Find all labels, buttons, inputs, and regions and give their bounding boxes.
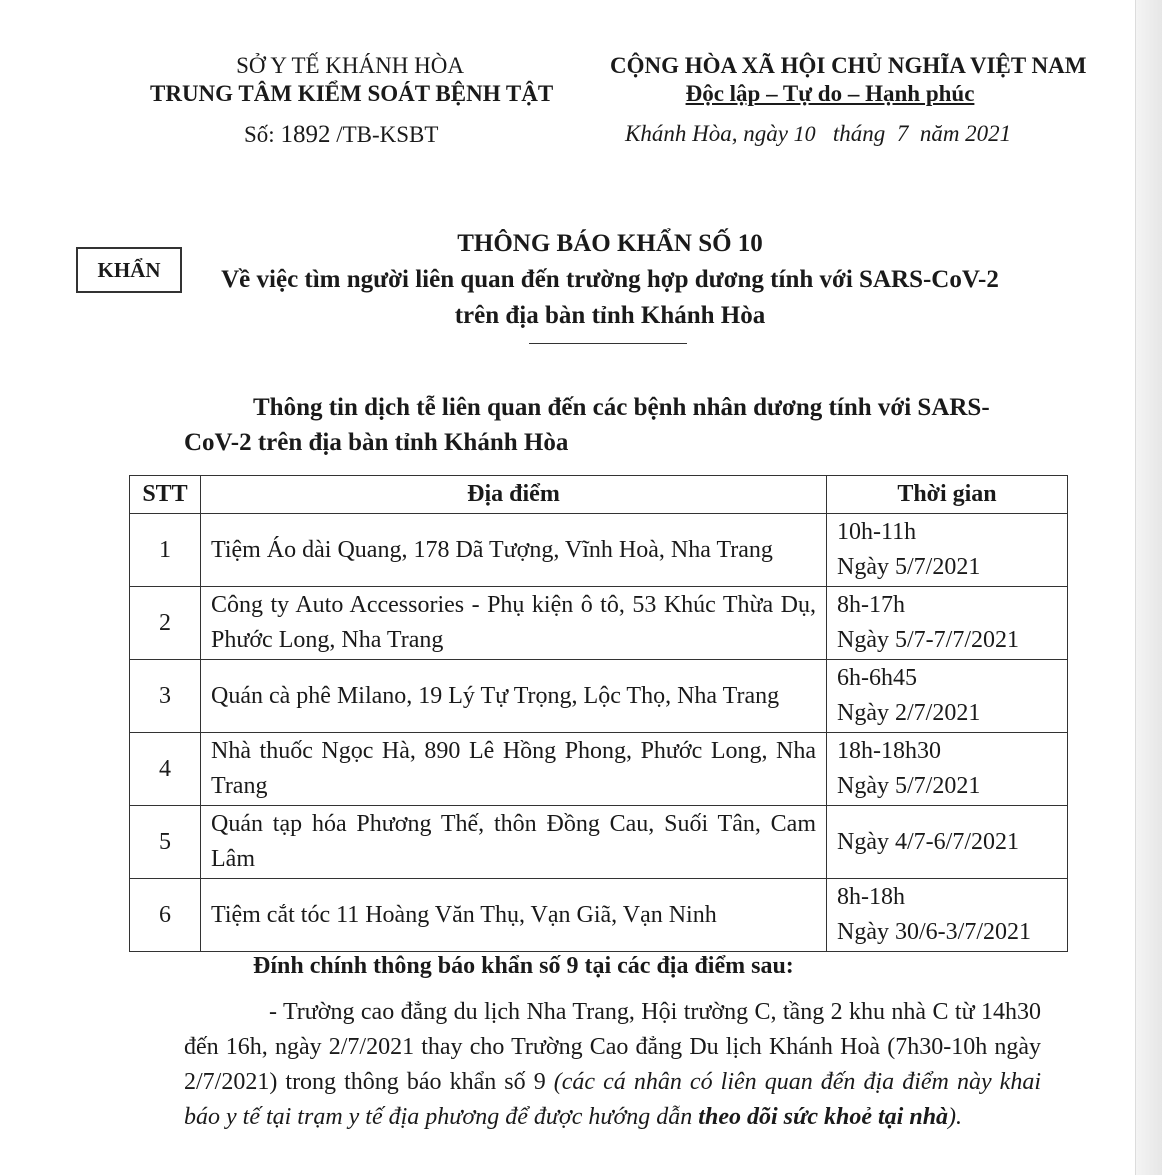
doc-number-prefix: Số:: [244, 122, 275, 147]
doc-number-value: 1892: [280, 121, 331, 148]
table-row: [130, 587, 1068, 660]
row-time-date: Ngày 30/6-3/7/2021: [837, 919, 1031, 945]
correction-note: (các cá nhân có liên quan đến địa điểm này khai báo y tế tại trạm y tế địa phương để được hướng dẫn: [184, 1069, 1041, 1130]
locations-table: [129, 475, 1068, 952]
date-day: 10: [793, 121, 816, 146]
title-divider: [529, 343, 687, 344]
header-time: Thời gian: [827, 476, 1068, 514]
notice-subtitle-line1: Về việc tìm người liên quan đến trường hợp dương tính với SARS-CoV-2: [221, 266, 999, 293]
row-location: Quán tạp hóa Phương Thế, thôn Đồng Cau, Suối Tân, Cam Lâm: [201, 806, 827, 879]
row-time-hours: Ngày 4/7-6/7/2021: [837, 828, 1019, 855]
intro-line1: Thông tin dịch tễ liên quan đến các bệnh nhân dương tính với SARS-: [253, 394, 990, 421]
table-row: [130, 879, 1068, 952]
row-time: [827, 806, 1068, 879]
row-stt: 6: [130, 879, 201, 952]
table-row: [130, 514, 1068, 587]
row-stt: 4: [130, 733, 201, 806]
correction-paragraph: [184, 995, 1041, 1135]
motto: [610, 81, 1050, 107]
agency-name: TRUNG TÂM KIỂM SOÁT BỆNH TẬT: [150, 81, 554, 106]
agency-department: SỞ Y TẾ KHÁNH HÒA: [236, 53, 464, 78]
header-location: Địa điểm: [201, 476, 827, 514]
notice-title: THÔNG BÁO KHẨN SỐ 10: [457, 230, 763, 257]
row-time: [827, 514, 1068, 587]
row-stt: 5: [130, 806, 201, 879]
row-stt: 2: [130, 587, 201, 660]
row-time-hours: 8h-18h: [837, 884, 905, 910]
correction-title: Đính chính thông báo khẩn số 9 tại các địa điểm sau:: [253, 953, 794, 979]
date-place: Khánh Hòa, ngày: [625, 121, 788, 146]
row-time: [827, 587, 1068, 660]
nation-title: CỘNG HÒA XÃ HỘI CHỦ NGHĨA VIỆT NAM: [610, 53, 1087, 78]
row-stt: 1: [130, 514, 201, 587]
row-time-hours: 8h-17h: [837, 592, 905, 618]
row-location: Công ty Auto Accessories - Phụ kiện ô tô, 53 Khúc Thừa Dụ, Phước Long, Nha Trang: [201, 587, 827, 660]
row-time: [827, 879, 1068, 952]
motto-text: Độc lập – Tự do – Hạnh phúc: [685, 81, 975, 106]
correction-note-emphasis: theo dõi sức khoẻ tại nhà: [698, 1104, 949, 1130]
table-header-row: [130, 476, 1068, 514]
row-time-date: Ngày 2/7/2021: [837, 700, 981, 726]
date-month: 7: [896, 121, 909, 146]
row-time-hours: 10h-11h: [837, 519, 917, 545]
intro-line2: CoV-2 trên địa bàn tỉnh Khánh Hòa: [184, 429, 569, 456]
row-stt: 3: [130, 660, 201, 733]
place-date: [625, 121, 1011, 147]
table-row: [130, 660, 1068, 733]
row-location: Quán cà phê Milano, 19 Lý Tự Trọng, Lộc Thọ, Nha Trang: [201, 660, 827, 733]
row-time: [827, 660, 1068, 733]
date-month-label: tháng: [832, 121, 886, 146]
page-edge: [1135, 0, 1162, 1175]
urgent-stamp: KHẨN: [76, 247, 182, 293]
row-location: Tiệm cắt tóc 11 Hoàng Văn Thụ, Vạn Giã, Vạn Ninh: [201, 879, 827, 952]
row-location: Nhà thuốc Ngọc Hà, 890 Lê Hồng Phong, Phước Long, Nha Trang: [201, 733, 827, 806]
table-row: [130, 806, 1068, 879]
row-time-date: Ngày 5/7/2021: [837, 554, 981, 580]
table-row: [130, 733, 1068, 806]
doc-number-suffix: /TB-KSBT: [336, 122, 439, 147]
row-time: [827, 733, 1068, 806]
row-time-hours: 18h-18h30: [837, 738, 941, 764]
row-time-hours: 6h-6h45: [837, 665, 917, 691]
row-time-date: Ngày 5/7-7/7/2021: [837, 627, 1019, 653]
date-year: năm 2021: [919, 121, 1012, 146]
document-number: [244, 121, 438, 149]
correction-note-end: ).: [948, 1104, 963, 1130]
correction-text: - Trường cao đẳng du lịch Nha Trang, Hội trường C, tầng 2 khu nhà C từ 14h30 đến 16h, ngày 2/7/2021 thay cho Trường Cao đẳng Du lịch Khánh Hoà (7h30-10h ngày 2/7/2021) trong thông báo khẩn số 9: [184, 999, 1041, 1095]
notice-subtitle-line2: trên địa bàn tỉnh Khánh Hòa: [454, 302, 766, 329]
header-stt: STT: [130, 476, 201, 514]
row-location: Tiệm Áo dài Quang, 178 Dã Tượng, Vĩnh Hoà, Nha Trang: [201, 514, 827, 587]
row-time-date: Ngày 5/7/2021: [837, 773, 981, 799]
